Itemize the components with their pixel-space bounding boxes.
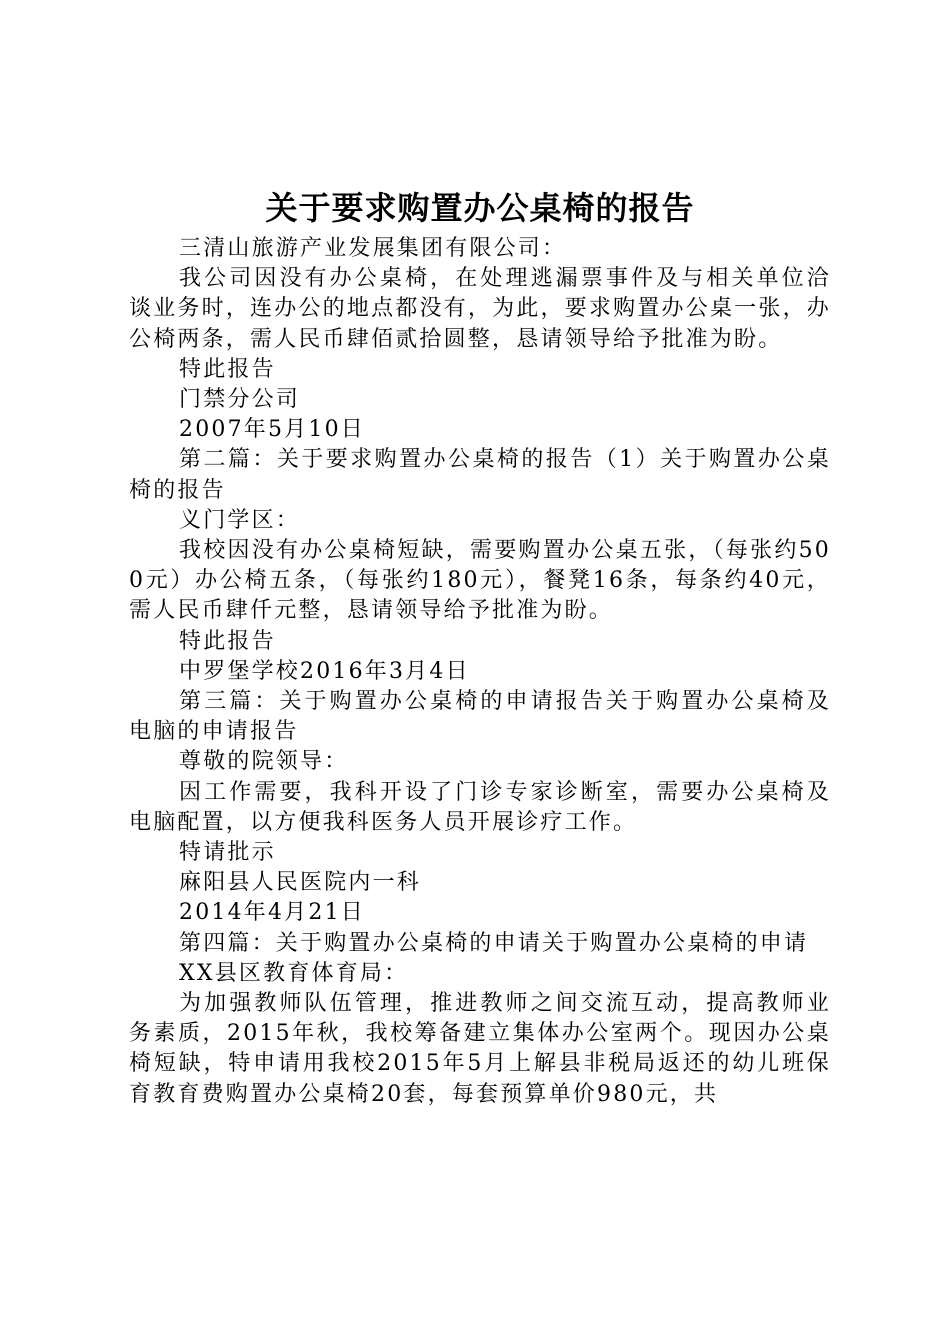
paragraph-addressee-2: 义门学区： — [179, 507, 301, 533]
paragraph-closing-1: 特此报告 — [179, 356, 276, 382]
paragraph-body-4: 为加强教师队伍管理，推进教师之间交流互动，提高教师业务素质，2015年秋，我校筹备建立集体办公室两个。现因办公桌椅短缺，特申请用我校2015年5月上解县非税局返还的幼儿班保育教育费购置办公桌椅20套，每套预算单价980元，共 — [129, 991, 831, 1107]
paragraph-heading-2: 第二篇：关于要求购置办公桌椅的报告（1）关于购置办公桌椅的报告 — [129, 447, 831, 503]
paragraph-addressee-1: 三清山旅游产业发展集团有限公司： — [179, 236, 567, 261]
paragraph-signature-3: 麻阳县人民医院内一科 — [179, 870, 422, 896]
paragraph-date-3: 2014年4月21日 — [179, 900, 365, 926]
paragraph-body-1: 我公司因没有办公桌椅，在处理逃漏票事件及与相关单位洽谈业务时，连办公的地点都没有，为此，要求购置办公桌一张，办公椅两条，需人民币肆佰贰拾圆整，恳请领导给予批准为盼。 — [129, 266, 831, 352]
paragraph-body-3: 因工作需要，我科开设了门诊专家诊断室，需要办公桌椅及电脑配置，以方便我科医务人员开展诊疗工作。 — [129, 779, 831, 835]
paragraph-body-2: 我校因没有办公桌椅短缺，需要购置办公桌五张，（每张约500元）办公椅五条，（每张约180元），餐凳16条，每条约40元，需人民币肆仟元整，恳请领导给予批准为盼。 — [129, 538, 831, 624]
paragraph-signature-2: 中罗堡学校2016年3月4日 — [179, 658, 470, 684]
paragraph-closing-3: 特请批示 — [179, 840, 276, 866]
paragraph-closing-2: 特此报告 — [179, 628, 276, 654]
paragraph-addressee-4: XX县区教育体育局： — [179, 960, 409, 986]
paragraph-heading-4: 第四篇：关于购置办公桌椅的申请关于购置办公桌椅的申请 — [179, 930, 809, 956]
document-title: 关于要求购置办公桌椅的报告 — [265, 189, 695, 227]
paragraph-date-1: 2007年5月10日 — [179, 417, 365, 443]
paragraph-heading-3: 第三篇：关于购置办公桌椅的申请报告关于购置办公桌椅及电脑的申请报告 — [129, 689, 831, 745]
paragraph-addressee-3: 尊敬的院领导： — [179, 749, 349, 775]
document-page — [129, 186, 831, 1110]
paragraph-signature-1: 门禁分公司 — [179, 387, 301, 413]
